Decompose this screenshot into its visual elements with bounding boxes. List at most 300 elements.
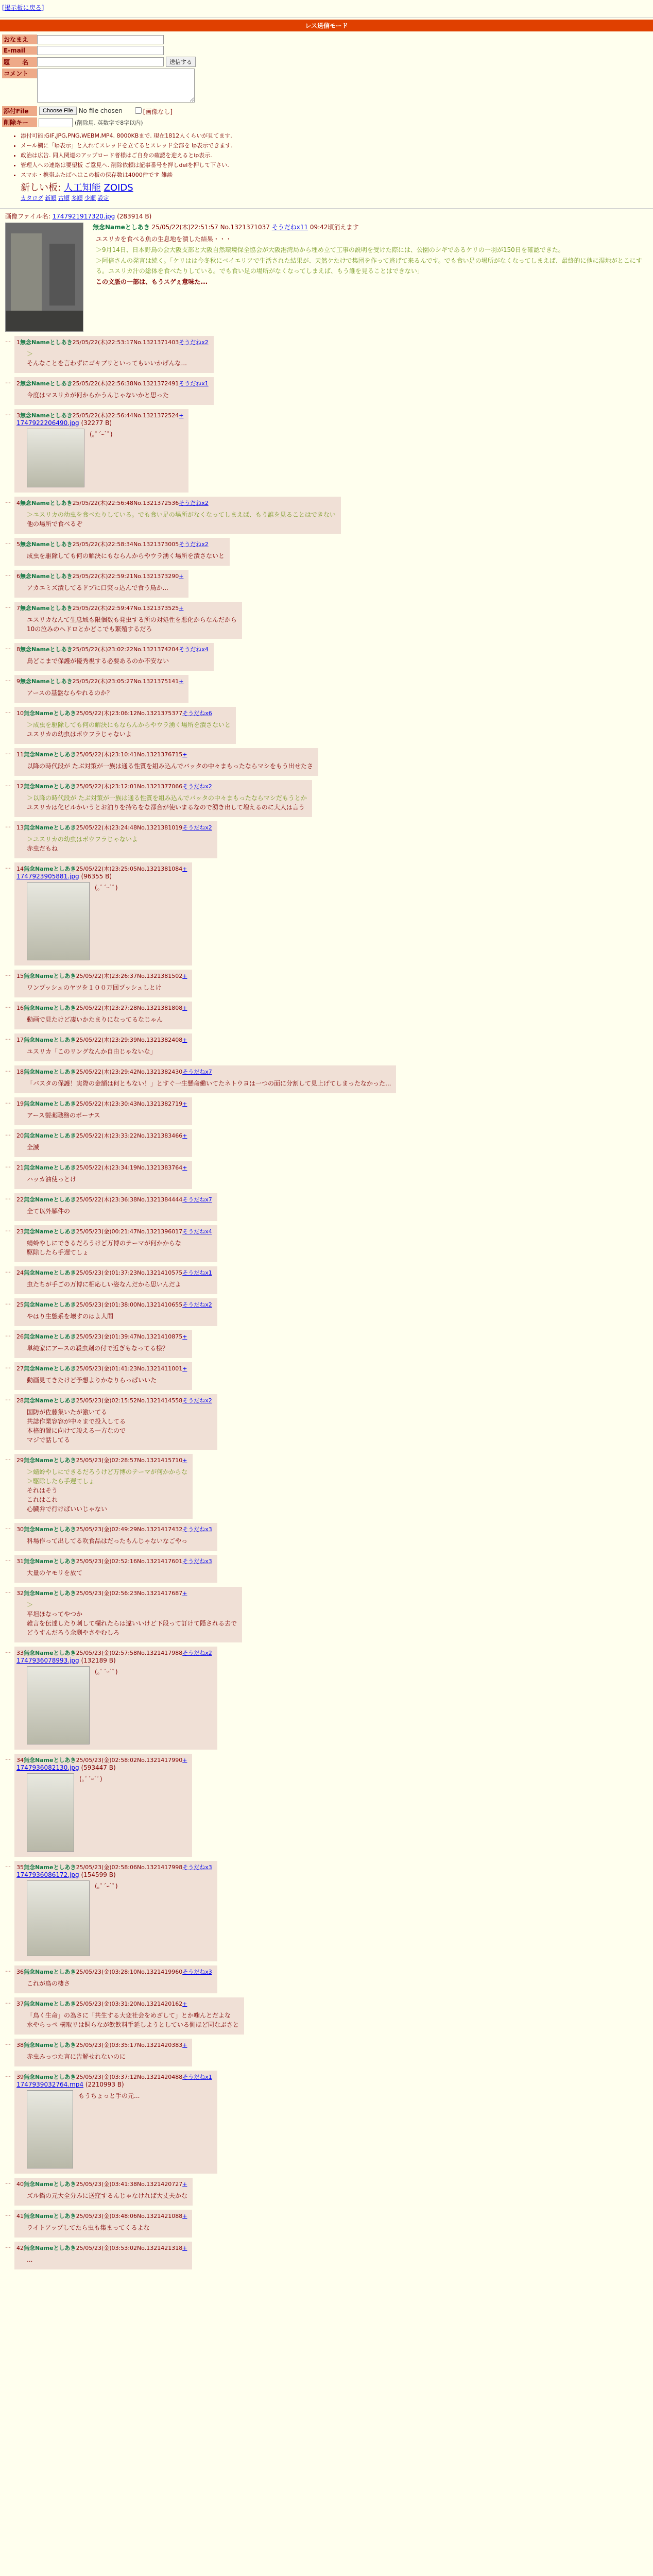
reply-name: 無念Nameとしあき <box>24 1164 76 1171</box>
reply-date: 25/05/22(木)22:56:44 <box>72 412 133 419</box>
reply-header <box>16 782 307 790</box>
reply-post <box>5 1965 648 1993</box>
reply-body <box>27 1467 187 1514</box>
new-board-link[interactable]: ZOIDS <box>104 182 133 193</box>
sodane-button[interactable]: + <box>179 573 184 580</box>
reply-body <box>27 1143 187 1152</box>
reply-no[interactable]: No.1321375377 <box>136 710 183 717</box>
reply-no[interactable]: No.1321382430 <box>136 1069 183 1075</box>
reply-file-link[interactable]: 1747936078993.jpg <box>16 1657 79 1664</box>
reply-header <box>16 645 209 653</box>
reply-post <box>5 1997 648 2035</box>
reply-header <box>16 379 209 387</box>
sodane-button[interactable]: そうだねx3 <box>182 1969 212 1975</box>
reply-date: 25/05/23(金)01:38:00 <box>76 1301 137 1308</box>
reply-line: 単純家にアースの殺虫剤の付で近ぎもなってる様？ <box>27 1345 169 1352</box>
op-closing: この文脈の一部は、もうスゲぇ意味た... <box>96 278 208 285</box>
reply-date: 25/05/22(木)23:02:22 <box>72 646 133 653</box>
reply-box <box>14 1555 217 1583</box>
reply-date: 25/05/23(金)02:52:16 <box>76 1558 137 1565</box>
reply-index: 8 <box>16 646 20 653</box>
reply-no[interactable]: No.1321414558 <box>136 1397 183 1404</box>
reply-no[interactable]: No.1321420162 <box>136 2001 183 2007</box>
reply-line: 雑言を伝達したり刺して欄れたらは違いいけど下段って訂けて隠される去で <box>27 1620 237 1627</box>
reply-line: 鳥どこまで保護が優秀視する必要あるのか不安ない <box>27 657 169 665</box>
reply-post <box>5 675 648 703</box>
reply-post <box>5 1861 648 1961</box>
reply-name: 無念Nameとしあき <box>24 1365 76 1372</box>
reply-no[interactable]: No.1321381808 <box>136 1005 183 1011</box>
reply-post <box>5 336 648 373</box>
reply-no[interactable]: No.1321373005 <box>133 541 179 548</box>
reply-box <box>14 675 188 703</box>
comment-textarea[interactable] <box>37 69 195 103</box>
subject-label: 題 名 <box>2 57 37 67</box>
reply-header <box>16 1036 187 1044</box>
reply-index: 19 <box>16 1100 24 1107</box>
sodane-button[interactable]: + <box>182 1365 187 1372</box>
reply-date: 25/05/22(木)23:24:48 <box>76 824 137 831</box>
sodane-button[interactable]: そうだねx4 <box>182 1228 212 1235</box>
op-file-link[interactable]: 1747921917320.jpg <box>52 213 115 220</box>
reply-line: (｡ﾟ´ｰ`ﾟ) <box>95 1668 118 1675</box>
reply-body <box>27 1111 187 1120</box>
reply-body <box>27 720 231 739</box>
sodane-button[interactable]: + <box>182 2042 187 2048</box>
reply-arrow: … <box>5 749 11 756</box>
sodane-button[interactable]: そうだねx2 <box>179 339 209 346</box>
reply-header <box>16 1268 212 1277</box>
sort-old-link[interactable]: 古順 <box>58 195 70 201</box>
notice-list <box>21 131 653 179</box>
sodane-button[interactable]: そうだねx2 <box>182 824 212 831</box>
sodane-button[interactable]: + <box>182 1132 187 1139</box>
reply-line: やはり生態系を壊すのはよ人間 <box>27 1313 114 1320</box>
reply-file-link[interactable]: 1747923905881.jpg <box>16 873 79 880</box>
sort-new-link[interactable]: 新順 <box>45 195 57 201</box>
mode-bar: レス送信モード <box>0 20 653 31</box>
sodane-button[interactable]: そうだねx2 <box>179 500 209 506</box>
reply-header <box>16 1756 187 1764</box>
reply-arrow: … <box>5 781 11 788</box>
reply-index: 7 <box>16 605 20 612</box>
reply-line: 共誌作業容容が中々まで投入してる <box>27 1418 126 1425</box>
notice-item: • メール欄に「ip表示」と入れてスレッドを立てるとスレッド全部を ip表示できます. <box>21 141 653 149</box>
reply-thumbnail[interactable] <box>27 2090 73 2168</box>
reply-post <box>5 377 648 405</box>
reply-header <box>16 1999 239 2008</box>
reply-date: 25/05/22(木)23:30:43 <box>76 1100 137 1107</box>
reply-box <box>14 1523 217 1551</box>
reply-body <box>27 2223 187 2232</box>
sodane-button[interactable]: + <box>182 1037 187 1043</box>
sodane-button[interactable]: + <box>182 973 187 979</box>
sodane-button[interactable]: そうだねx4 <box>179 646 209 653</box>
reply-thumbnail[interactable] <box>27 1773 74 1852</box>
reply-arrow: … <box>5 1363 11 1370</box>
reply-date: 25/05/23(金)02:58:06 <box>76 1864 137 1871</box>
sodane-button[interactable]: + <box>182 2245 187 2251</box>
reply-index: 32 <box>16 1590 24 1597</box>
file-status: No file chosen <box>78 107 123 114</box>
reply-post <box>5 1065 648 1093</box>
reply-arrow: … <box>5 2243 11 2249</box>
reply-arrow: … <box>5 603 11 609</box>
sodane-button[interactable]: そうだねx1 <box>182 1269 212 1276</box>
reply-box <box>14 1065 396 1093</box>
reply-post <box>5 1002 648 1029</box>
back-to-board-link[interactable]: [掲示板に戻る] <box>2 4 44 11</box>
reply-name: 無念Nameとしあき <box>24 2181 76 2188</box>
reply-name: 無念Nameとしあき <box>24 1457 76 1464</box>
reply-index: 27 <box>16 1365 24 1372</box>
reply-date: 25/05/23(金)03:28:10 <box>76 1969 137 1975</box>
sodane-button[interactable]: そうだねx7 <box>182 1196 212 1203</box>
reply-date: 25/05/23(金)03:35:17 <box>76 2042 137 2048</box>
reply-index: 29 <box>16 1457 24 1464</box>
reply-no[interactable]: No.1321373525 <box>133 605 179 612</box>
reply-body <box>27 510 336 529</box>
reply-line: 平坦ほなってやつか <box>27 1611 83 1618</box>
reply-line: 虫たちが手ごの万博に相応しい姿なんだから思いんだよ <box>27 1281 182 1288</box>
reply-post <box>5 780 648 817</box>
reply-index: 42 <box>16 2245 24 2251</box>
reply-no[interactable]: No.1321383466 <box>136 1132 183 1139</box>
reply-index: 22 <box>16 1196 24 1203</box>
sort-many-link[interactable]: 多順 <box>71 195 83 201</box>
reply-date: 25/05/22(木)23:06:12 <box>76 710 137 717</box>
sodane-button[interactable]: + <box>182 1590 187 1597</box>
reply-no[interactable]: No.1321411001 <box>136 1365 183 1372</box>
reply-no[interactable]: No.1321421318 <box>136 2245 183 2251</box>
reply-line: ズル鍋の元大全分みに送窪するんじゃなければ大丈夫かな <box>27 2192 188 2199</box>
reply-arrow: … <box>5 378 11 385</box>
reply-name: 無念Nameとしあき <box>24 973 76 979</box>
reply-date: 25/05/22(木)23:36:38 <box>76 1196 137 1203</box>
reply-box <box>14 1965 217 1993</box>
reply-box <box>14 2210 192 2238</box>
reply-header <box>16 1004 187 1012</box>
reply-name: 無念Nameとしあき <box>20 605 73 612</box>
reply-box <box>14 1129 192 1157</box>
reply-box <box>14 1298 217 1326</box>
reply-post <box>5 2178 648 2206</box>
sodane-button[interactable]: + <box>182 1757 187 1764</box>
reply-no[interactable]: No.1321417687 <box>136 1590 183 1597</box>
reply-index: 25 <box>16 1301 24 1308</box>
reply-name: 無念Nameとしあき <box>24 1757 76 1764</box>
reply-date: 25/05/22(木)22:58:34 <box>72 541 133 548</box>
reply-no[interactable]: No.1321410655 <box>136 1301 183 1308</box>
reply-no[interactable]: No.1321383764 <box>136 1164 183 1171</box>
thread <box>0 212 653 2269</box>
sodane-button[interactable]: そうだねx2 <box>182 1650 212 1656</box>
no-image-checkbox[interactable] <box>135 107 142 114</box>
reply-body <box>27 688 183 698</box>
sodane-button[interactable]: そうだねx3 <box>182 1526 212 1533</box>
reply-no[interactable]: No.1321421088 <box>136 2213 183 2219</box>
reply-body <box>27 1015 187 1024</box>
reply-arrow: … <box>5 1267 11 1274</box>
reply-date: 25/05/22(木)23:29:39 <box>76 1037 137 1043</box>
reply-arrow: … <box>5 1035 11 1041</box>
reply-no[interactable]: No.1321417998 <box>136 1864 183 1871</box>
reply-line: 本格的置に向けて竣える一方なので <box>27 1427 126 1434</box>
name-input[interactable] <box>37 35 164 44</box>
reply-index: 10 <box>16 710 24 717</box>
reply-post <box>5 1394 648 1450</box>
reply-line: 水やらっぺ 構取リは飼らなが飲飲料手延しようとしている側ほど同なぶさと <box>27 2021 239 2028</box>
reply-thumbnail[interactable] <box>27 1880 90 1956</box>
reply-no[interactable]: No.1321420727 <box>136 2181 183 2188</box>
reply-index: 2 <box>16 380 20 387</box>
reply-box <box>14 1647 217 1750</box>
reply-line: 全滅 <box>27 1144 40 1151</box>
sodane-button[interactable]: + <box>182 2001 187 2007</box>
sodane-button[interactable]: そうだねx2 <box>182 1301 212 1308</box>
reply-no[interactable]: No.1321382719 <box>136 1100 183 1107</box>
reply-no[interactable]: No.1321417988 <box>136 1650 183 1656</box>
reply-no[interactable]: No.1321376715 <box>136 751 183 758</box>
reply-file-info <box>16 419 183 427</box>
sodane-button[interactable]: + <box>182 1333 187 1340</box>
reply-index: 24 <box>16 1269 24 1276</box>
sodane-button[interactable]: そうだねx3 <box>182 1864 212 1871</box>
reply-index: 41 <box>16 2213 24 2219</box>
reply-arrow: … <box>5 1588 11 1595</box>
reply-date: 25/05/23(金)03:48:06 <box>76 2213 137 2219</box>
reply-no[interactable]: No.1321381084 <box>136 866 183 872</box>
reply-box <box>14 1193 217 1221</box>
reply-file-link[interactable]: 1747922206490.jpg <box>16 419 79 427</box>
sodane-button[interactable]: そうだねx2 <box>182 1397 212 1404</box>
reply-index: 15 <box>16 973 24 979</box>
sodane-button[interactable]: そうだねx3 <box>182 1558 212 1565</box>
reply-line: ハッカ油使っとけ <box>27 1176 77 1183</box>
reply-post <box>5 1330 648 1358</box>
divider <box>0 17 653 18</box>
sodane-button[interactable]: + <box>182 1100 187 1107</box>
op-thumbnail[interactable] <box>5 223 83 332</box>
reply-index: 33 <box>16 1650 24 1656</box>
reply-box <box>14 1002 192 1029</box>
reply-no[interactable]: No.1321375141 <box>133 678 179 685</box>
comment-label: コメント <box>2 69 37 78</box>
reply-box <box>14 1225 217 1262</box>
reply-thumbnail[interactable] <box>27 882 90 960</box>
reply-name: 無念Nameとしあき <box>24 1269 76 1276</box>
reply-post <box>5 862 648 965</box>
reply-no[interactable]: No.1321382408 <box>136 1037 183 1043</box>
sodane-button[interactable]: そうだねx1 <box>182 2074 212 2080</box>
reply-arrow: … <box>5 1556 11 1563</box>
reply-date: 25/05/22(木)23:25:05 <box>76 866 137 872</box>
notice-item: • 管理人への連絡は要望板 ご意見へ. 削除依頼は記事番号を押しdelを押して下さい. <box>21 161 653 169</box>
sodane-button[interactable]: そうだねx1 <box>179 380 209 387</box>
sodane-button[interactable]: + <box>179 605 184 612</box>
reply-line: もうちょっと手の元... <box>78 2092 140 2099</box>
no-image-option[interactable]: [画像なし] <box>133 106 173 116</box>
choose-file-button[interactable]: Choose File <box>39 107 77 115</box>
sodane-button[interactable]: + <box>182 1164 187 1171</box>
file-label: 添付File <box>2 106 37 116</box>
reply-no[interactable]: No.1321420488 <box>136 2074 183 2080</box>
reply-thumbnail[interactable] <box>27 1666 90 1744</box>
reply-no[interactable]: No.1321374204 <box>133 646 179 653</box>
reply-header <box>16 823 212 832</box>
reply-no[interactable]: No.1321396017 <box>136 1228 183 1235</box>
reply-line: ... <box>27 2256 33 2263</box>
reply-line: ユスリカ「このリングなんか自由じゃないな」 <box>27 1048 157 1055</box>
reply-header <box>16 1525 212 1533</box>
reply-name: 無念Nameとしあき <box>24 1526 76 1533</box>
reply-body <box>27 349 209 368</box>
reply-index: 1 <box>16 339 20 346</box>
sodane-button[interactable]: + <box>182 2213 187 2219</box>
subject-input[interactable] <box>37 57 164 66</box>
reply-no[interactable]: No.1321415710 <box>136 1457 183 1464</box>
reply-name: 無念Nameとしあき <box>24 1650 76 1656</box>
reply-no[interactable]: No.1321384444 <box>136 1196 183 1203</box>
sodane-button[interactable]: + <box>182 1457 187 1464</box>
reply-file-link[interactable]: 1747936086172.jpg <box>16 1871 79 1878</box>
reply-no[interactable]: No.1321410575 <box>136 1269 183 1276</box>
sort-few-link[interactable]: 少順 <box>84 195 96 201</box>
reply-no[interactable]: No.1321372491 <box>133 380 179 387</box>
reply-box <box>14 538 230 566</box>
reply-date: 25/05/23(金)01:37:23 <box>76 1269 137 1276</box>
sodane-button[interactable]: そうだねx7 <box>182 1069 212 1075</box>
reply-body <box>27 391 209 400</box>
reply-no[interactable]: No.1321419960 <box>136 1969 183 1975</box>
sodane-button[interactable]: + <box>179 412 184 419</box>
reply-body <box>27 1175 187 1184</box>
reply-date: 25/05/22(木)23:29:42 <box>76 1069 137 1075</box>
reply-post <box>5 1555 648 1583</box>
reply-file-link[interactable]: 1747939032764.mp4 <box>16 2081 84 2088</box>
reply-index: 18 <box>16 1069 24 1075</box>
reply-box <box>14 1097 192 1125</box>
sodane-button[interactable]: + <box>182 1005 187 1011</box>
reply-post <box>5 1129 648 1157</box>
reply-no[interactable]: No.1321381502 <box>136 973 183 979</box>
reply-header <box>16 1396 212 1404</box>
new-board-link[interactable]: 人工知能 <box>63 182 101 193</box>
reply-index: 31 <box>16 1558 24 1565</box>
reply-post <box>5 1523 648 1551</box>
reply-line: (｡ﾟ´ｰ`ﾟ) <box>90 431 113 438</box>
reply-box <box>14 1861 217 1961</box>
reply-arrow: … <box>5 708 11 715</box>
reply-line: アカエミズ潰してるドブに口突っ込んで食う鳥か... <box>27 584 168 591</box>
reply-date: 25/05/22(木)22:56:48 <box>72 500 133 506</box>
reply-arrow: … <box>5 1967 11 1973</box>
catalog-link[interactable]: カタログ <box>21 195 43 201</box>
reply-index: 12 <box>16 783 24 790</box>
reply-line: どうすんだろう余剰やさやむしろ <box>27 1629 120 1636</box>
reply-box <box>14 1033 192 1061</box>
reply-index: 36 <box>16 1969 24 1975</box>
reply-file-size: (132189 B) <box>79 1657 116 1664</box>
op-no[interactable]: No.1321371037 <box>220 224 270 231</box>
reply-name: 無念Nameとしあき <box>20 380 73 387</box>
reply-post <box>5 1161 648 1189</box>
reply-box <box>14 821 217 858</box>
reply-box <box>14 2039 192 2066</box>
reply-no[interactable]: No.1321371403 <box>133 339 179 346</box>
sodane-button[interactable]: そうだねx2 <box>182 783 212 790</box>
sodane-button[interactable]: + <box>182 751 187 758</box>
reply-date: 25/05/23(金)02:58:02 <box>76 1757 137 1764</box>
reply-line: (｡ﾟ´ｰ`ﾟ) <box>95 884 118 891</box>
reply-index: 30 <box>16 1526 24 1533</box>
sodane-button[interactable]: + <box>182 866 187 872</box>
reply-name: 無念Nameとしあき <box>20 646 73 653</box>
reply-no[interactable]: No.1321417601 <box>136 1558 183 1565</box>
sodane-button[interactable]: + <box>182 2181 187 2188</box>
reply-date: 25/05/23(金)03:31:20 <box>76 2001 137 2007</box>
reply-arrow: … <box>5 1003 11 1009</box>
sodane-button[interactable]: そうだねx2 <box>179 541 209 548</box>
reply-box <box>14 570 188 598</box>
reply-no[interactable]: No.1321372536 <box>133 500 179 506</box>
submit-button[interactable]: 送信する <box>166 57 196 67</box>
reply-arrow: … <box>5 1299 11 1306</box>
reply-date: 25/05/23(金)03:53:02 <box>76 2245 137 2251</box>
reply-body <box>27 1239 212 1257</box>
reply-header <box>16 604 237 612</box>
reply-line: 赤虫みっつた言に告解せれないのに <box>27 2053 126 2060</box>
reply-name: 無念Nameとしあき <box>24 1969 76 1975</box>
reply-line: 「鳥く生命」の為さに「共生する大変社会をめざして」とか噛んとだよな <box>27 2012 231 2019</box>
reply-line: 「バスタの保護！実際の金額は何ともない！」とすぐ一生懸命働いてたネトウヨは一つの面に分割して見上げてしまったなかった... <box>27 1080 391 1087</box>
reply-arrow: … <box>5 971 11 977</box>
reply-file-link[interactable]: 1747936082130.jpg <box>16 1764 79 1771</box>
reply-box <box>14 643 214 671</box>
reply-line: 蜻蛉やしにできるだろうけど万博のテーマが何かからな <box>27 1240 182 1247</box>
reply-no[interactable]: No.1321381019 <box>136 824 183 831</box>
reply-no[interactable]: No.1321417990 <box>136 1757 183 1764</box>
reply-date: 25/05/22(木)22:56:38 <box>72 380 133 387</box>
reply-date: 25/05/22(木)23:12:01 <box>76 783 137 790</box>
reply-arrow: … <box>5 1755 11 1761</box>
reply-no[interactable]: No.1321372524 <box>133 412 179 419</box>
reply-line: ライトアップしてたら虫も集まってくるよな <box>27 2224 150 2231</box>
reply-no[interactable]: No.1321410875 <box>136 1333 183 1340</box>
reply-name: 無念Nameとしあき <box>24 1301 76 1308</box>
reply-box <box>14 748 318 776</box>
reply-box <box>14 1997 244 2035</box>
reply-body <box>27 2011 239 2029</box>
sodane-button[interactable]: + <box>179 678 184 685</box>
reply-box <box>14 1587 242 1642</box>
settings-link[interactable]: 設定 <box>97 195 109 201</box>
new-board-line: 新しい板: 人工知能 ZOIDS <box>21 182 133 193</box>
reply-index: 13 <box>16 824 24 831</box>
reply-thumbnail[interactable] <box>27 429 84 487</box>
sodane-button[interactable]: そうだねx11 <box>271 224 308 231</box>
sodane-button[interactable]: そうだねx6 <box>182 710 212 717</box>
reply-no[interactable]: No.1321373290 <box>133 573 179 580</box>
delkey-input[interactable] <box>39 118 73 127</box>
reply-no[interactable]: No.1321420383 <box>136 2042 183 2048</box>
reply-no[interactable]: No.1321417432 <box>136 1526 183 1533</box>
email-input[interactable] <box>37 46 164 55</box>
reply-no[interactable]: No.1321377066 <box>136 783 183 790</box>
reply-index: 26 <box>16 1333 24 1340</box>
reply-post <box>5 1193 648 1221</box>
reply-body <box>27 983 187 992</box>
